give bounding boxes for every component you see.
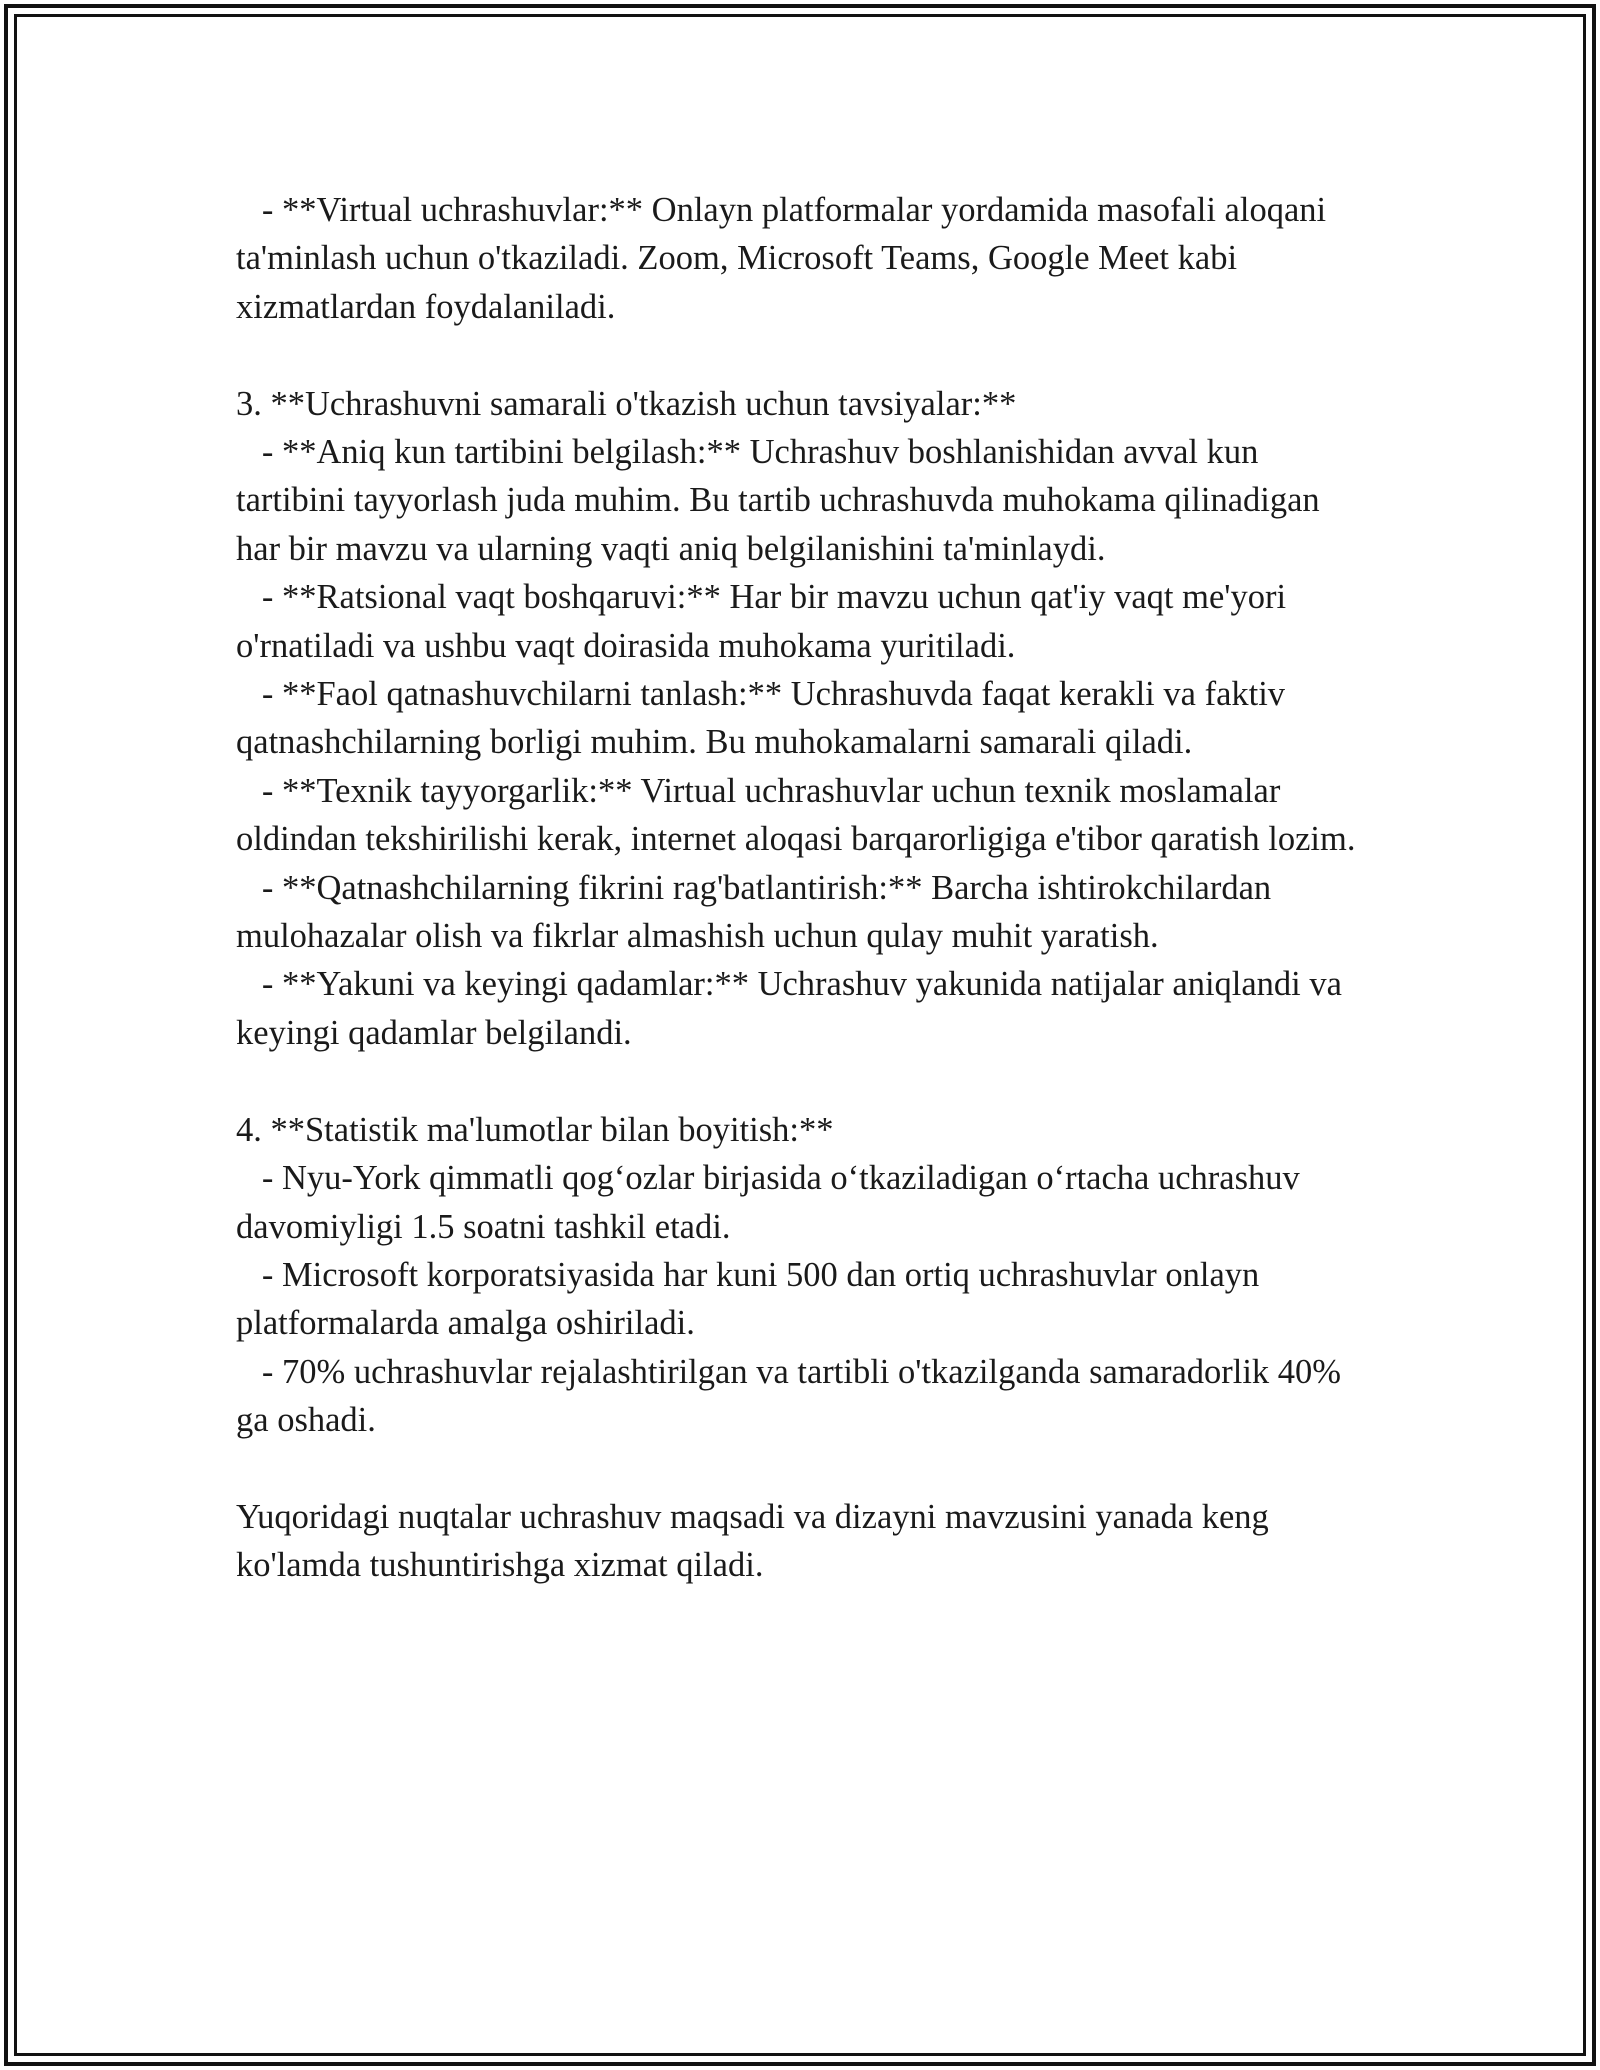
blank-line (236, 1057, 1366, 1105)
blank-line (236, 331, 1366, 379)
section-3-heading: 3. **Uchrashuvni samarali o'tkazish uchun tavsiyalar:** (236, 384, 1017, 423)
bullet-microsoft-stat: - Microsoft korporatsiyasida har kuni 500 dan ortiq uchrashuvlar onlayn platformalarda amalga oshiriladi. (236, 1255, 1268, 1343)
bullet-technical-readiness: - **Texnik tayyorgarlik:** Virtual uchrashuvlar uchun texnik moslamalar oldindan tekshirilishi kerak, internet aloqasi barqarorligiga e'tibor qaratish lozim. (236, 771, 1356, 859)
bullet-next-steps: - **Yakuni va keyingi qadamlar:** Uchrashuv yakunida natijalar aniqlandi va keyingi qadamlar belgilandi. (236, 965, 1351, 1052)
bullet-agenda: - **Aniq kun tartibini belgilash:** Uchrashuv boshlanishidan avval kun tartibini tayyorlash juda muhim. Bu tartib uchrashuvda muhokama qilinadigan har bir mavzu va ularning vaqti aniq belgilanishini ta'minlaydi. (236, 433, 1329, 568)
bullet-time-management: - **Ratsional vaqt boshqaruvi:** Har bir mavzu uchun qat'iy vaqt me'yori o'rnatiladi va ushbu vaqt doirasida muhokama yuritiladi. (236, 578, 1295, 665)
bullet-virtual-meetings: - **Virtual uchrashuvlar:** Onlayn platformalar yordamida masofali aloqani ta'minlash uchun o'tkaziladi. Zoom, Microsoft Teams, Google Meet kabi xizmatlardan foydalaniladi. (236, 191, 1335, 326)
section-4-heading: 4. **Statistik ma'lumotlar bilan boyitish:** (236, 1110, 834, 1149)
bullet-nyse-stat: - Nyu-York qimmatli qog‘ozlar birjasida o‘tkaziladigan o‘rtacha uchrashuv davomiyligi 1.5 soatni tashkil etadi. (236, 1159, 1309, 1246)
blank-line (236, 1445, 1366, 1493)
document-body (236, 186, 1366, 1590)
bullet-encourage-feedback: - **Qatnashchilarning fikrini rag'batlantirish:** Barcha ishtirokchilardan mulohazalar olish va fikrlar almashish uchun qulay muhit yaratish. (236, 868, 1280, 956)
bullet-productivity-stat: - 70% uchrashuvlar rejalashtirilgan va tartibli o'tkazilganda samaradorlik 40% ga oshadi. (236, 1352, 1350, 1440)
bullet-participants: - **Faol qatnashuvchilarni tanlash:** Uchrashuvda faqat kerakli va faktiv qatnashchilarning borligi muhim. Bu muhokamalarni samarali qiladi. (236, 675, 1294, 762)
conclusion-paragraph: Yuqoridagi nuqtalar uchrashuv maqsadi va dizayni mavzusini yanada keng ko'lamda tushuntirishga xizmat qiladi. (236, 1497, 1278, 1585)
